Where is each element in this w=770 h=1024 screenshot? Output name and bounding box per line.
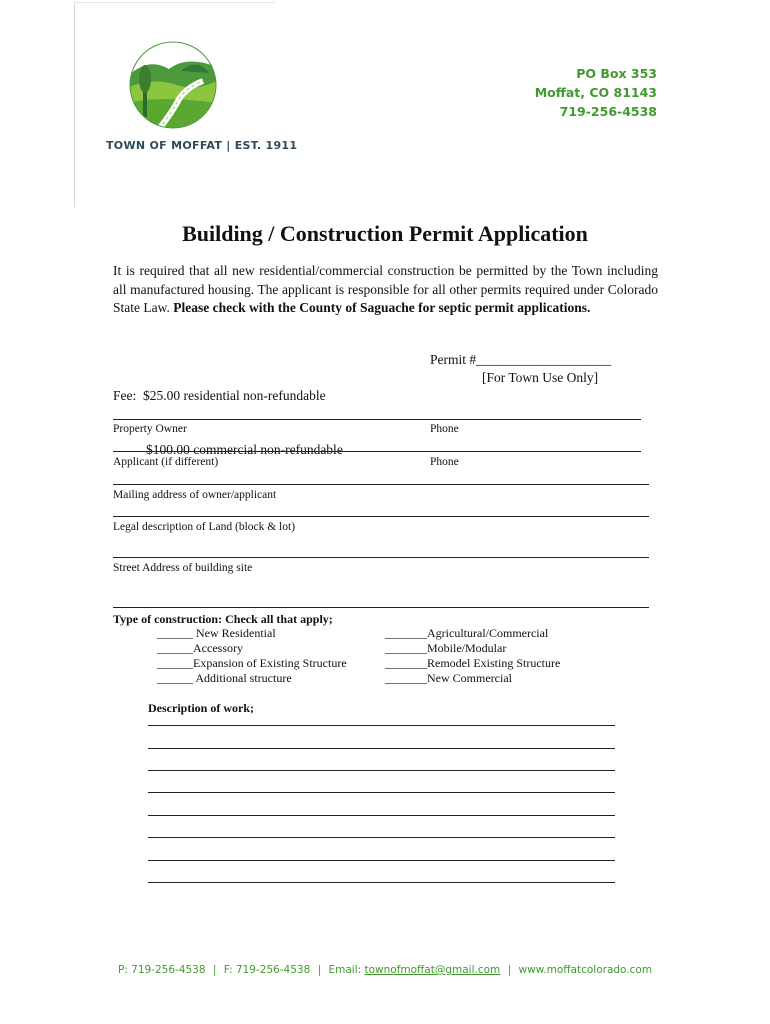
option-agricultural-commercial[interactable]: _______Agricultural/Commercial (385, 626, 549, 640)
footer-website[interactable]: www.moffatcolorado.com (518, 964, 653, 976)
legal-description-label: Legal description of Land (block & lot) (113, 521, 296, 533)
fee-residential: Fee: $25.00 residential non-refundable (113, 388, 326, 403)
option-remodel[interactable]: _______Remodel Existing Structure (385, 656, 561, 670)
description-line[interactable] (148, 770, 615, 771)
intro-bold-text: Please check with the County of Saguache for septic permit applications. (173, 300, 591, 315)
town-logo-icon (129, 41, 217, 129)
intro-text: It is required that all new residential/commercial construction be permitted by the Town including all manufactured housing. The applicant is responsible for all other permits required under Colorado State Law. (113, 263, 658, 315)
footer-email-label: Email: (328, 964, 365, 976)
page-title: Building / Construction Permit Application (182, 221, 588, 246)
footer-separator: | (317, 964, 322, 976)
permit-number-field[interactable]: Permit #____________________ (430, 352, 612, 367)
construction-type-title: Type of construction: Check all that apply; (113, 612, 333, 626)
description-title: Description of work; (148, 701, 254, 715)
footer-separator: | (212, 964, 217, 976)
footer-fax: F: 719-256-4538 (223, 964, 311, 976)
mailing-address-label: Mailing address of owner/applicant (113, 489, 277, 501)
contact-block (535, 64, 657, 121)
owner-phone-label: Phone (430, 423, 459, 435)
section-divider (113, 607, 649, 608)
option-expansion[interactable]: ______Expansion of Existing Structure (157, 656, 347, 670)
property-owner-line[interactable] (113, 419, 641, 420)
street-address-line[interactable] (113, 557, 649, 558)
option-new-commercial[interactable]: _______New Commercial (385, 671, 512, 685)
applicant-phone-label: Phone (430, 456, 459, 468)
applicant-line[interactable] (113, 451, 641, 452)
permit-block (430, 351, 611, 387)
option-mobile-modular[interactable]: _______Mobile/Modular (385, 641, 507, 655)
permit-note: [For Town Use Only] (482, 370, 599, 385)
description-line[interactable] (148, 837, 615, 838)
footer (0, 964, 770, 976)
address-line-2: Moffat, CO 81143 (534, 85, 657, 100)
footer-separator: | (507, 964, 512, 976)
applicant-label: Applicant (if different) (113, 456, 219, 468)
option-additional-structure[interactable]: ______ Additional structure (157, 671, 292, 685)
logo-text: TOWN OF MOFFAT | EST. 1911 (106, 139, 298, 152)
description-line[interactable] (148, 882, 615, 883)
footer-email-link[interactable]: townofmoffat@gmail.com (364, 964, 501, 976)
description-line[interactable] (148, 792, 615, 793)
address-line-1: PO Box 353 (576, 66, 657, 81)
description-line[interactable] (148, 725, 615, 726)
option-accessory[interactable]: ______Accessory (157, 641, 243, 655)
legal-description-line[interactable] (113, 516, 649, 517)
property-owner-label: Property Owner (113, 423, 187, 435)
street-address-label: Street Address of building site (113, 562, 253, 574)
intro-paragraph (113, 262, 658, 318)
mailing-address-line[interactable] (113, 484, 649, 485)
description-line[interactable] (148, 748, 615, 749)
description-line[interactable] (148, 860, 615, 861)
contact-phone: 719-256-4538 (559, 104, 657, 119)
footer-phone: P: 719-256-4538 (117, 964, 206, 976)
fee-commercial: $100.00 commercial non-refundable (146, 442, 343, 457)
option-new-residential[interactable]: ______ New Residential (157, 626, 276, 640)
description-line[interactable] (148, 815, 615, 816)
